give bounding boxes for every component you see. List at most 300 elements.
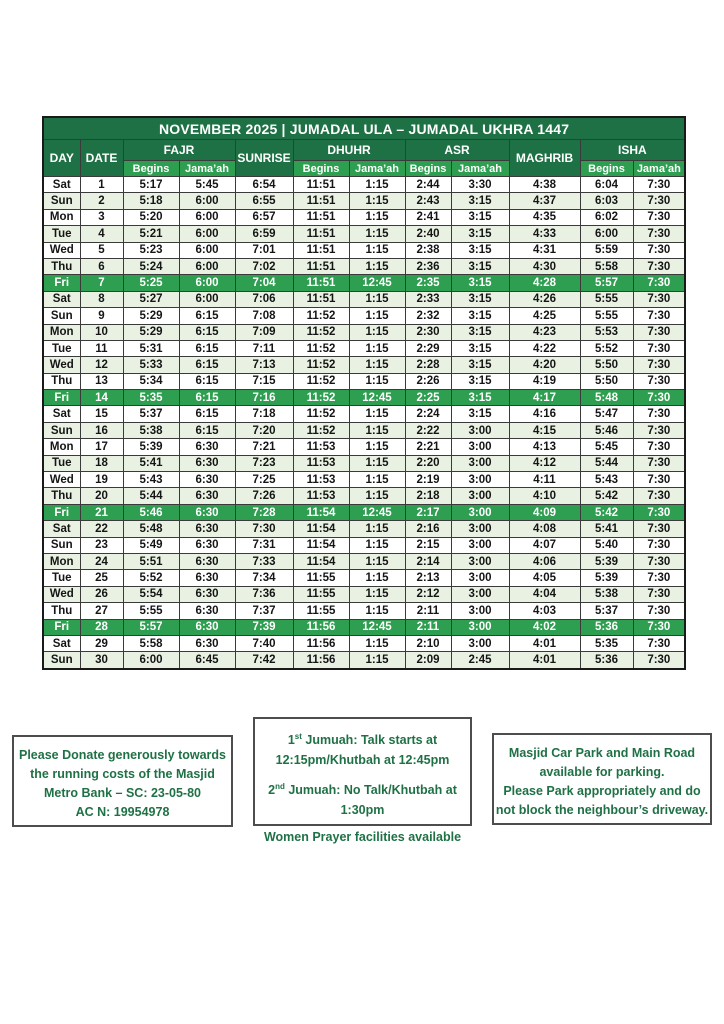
table-row (43, 652, 685, 669)
table-row (43, 390, 685, 406)
cell-isha-jamaah: 7:30 (633, 406, 685, 422)
cell-asr-begins: 2:14 (405, 553, 451, 569)
parking-line: not block the neighbour’s driveway. (495, 803, 709, 817)
cell-asr-begins: 2:11 (405, 619, 451, 635)
cell-dhuhr-jamaah: 1:15 (349, 324, 405, 340)
cell-fajr-jamaah: 6:15 (179, 373, 235, 389)
cell-asr-jamaah: 3:15 (451, 357, 509, 373)
cell-date: 4 (80, 226, 123, 242)
cell-asr-begins: 2:10 (405, 635, 451, 651)
cell-dhuhr-jamaah: 1:15 (349, 373, 405, 389)
cell-asr-begins: 2:12 (405, 586, 451, 602)
cell-sunrise: 7:25 (235, 472, 293, 488)
table-row (43, 472, 685, 488)
cell-isha-begins: 5:52 (580, 340, 633, 356)
cell-dhuhr-jamaah: 1:15 (349, 357, 405, 373)
cell-maghrib: 4:20 (509, 357, 580, 373)
cell-fajr-jamaah: 6:15 (179, 390, 235, 406)
cell-fajr-jamaah: 6:30 (179, 488, 235, 504)
cell-maghrib: 4:23 (509, 324, 580, 340)
cell-isha-jamaah: 7:30 (633, 455, 685, 471)
donation-line: AC N: 19954978 (75, 805, 170, 819)
cell-sunrise: 7:28 (235, 504, 293, 520)
cell-asr-jamaah: 3:00 (451, 521, 509, 537)
cell-day: Mon (43, 439, 80, 455)
cell-isha-begins: 5:41 (580, 521, 633, 537)
cell-fajr-begins: 5:31 (123, 340, 179, 356)
cell-day: Fri (43, 619, 80, 635)
cell-fajr-jamaah: 6:30 (179, 439, 235, 455)
cell-dhuhr-begins: 11:54 (293, 504, 349, 520)
cell-fajr-begins: 5:41 (123, 455, 179, 471)
cell-fajr-jamaah: 6:00 (179, 291, 235, 307)
cell-fajr-jamaah: 6:30 (179, 504, 235, 520)
cell-asr-jamaah: 3:15 (451, 242, 509, 258)
cell-fajr-jamaah: 6:15 (179, 340, 235, 356)
cell-asr-begins: 2:16 (405, 521, 451, 537)
first-jumuah-line2: 12:15pm/Khutbah at 12:45pm (275, 753, 450, 768)
cell-dhuhr-begins: 11:51 (293, 193, 349, 209)
cell-sunrise: 7:09 (235, 324, 293, 340)
cell-fajr-jamaah: 6:15 (179, 357, 235, 373)
cell-asr-begins: 2:33 (405, 291, 451, 307)
cell-sunrise: 6:55 (235, 193, 293, 209)
cell-sunrise: 7:18 (235, 406, 293, 422)
cell-fajr-begins: 5:37 (123, 406, 179, 422)
cell-isha-jamaah: 7:30 (633, 177, 685, 193)
cell-isha-jamaah: 7:30 (633, 422, 685, 438)
cell-asr-begins: 2:18 (405, 488, 451, 504)
table-row (43, 439, 685, 455)
prayer-timetable (42, 116, 686, 670)
cell-dhuhr-jamaah: 1:15 (349, 570, 405, 586)
cell-sunrise: 7:40 (235, 635, 293, 651)
cell-asr-begins: 2:25 (405, 390, 451, 406)
cell-maghrib: 4:33 (509, 226, 580, 242)
cell-maghrib: 4:07 (509, 537, 580, 553)
col-header-date: DATE (80, 140, 123, 177)
cell-sunrise: 7:42 (235, 652, 293, 669)
cell-date: 26 (80, 586, 123, 602)
cell-asr-begins: 2:29 (405, 340, 451, 356)
cell-maghrib: 4:15 (509, 422, 580, 438)
cell-date: 13 (80, 373, 123, 389)
table-row (43, 406, 685, 422)
cell-asr-begins: 2:40 (405, 226, 451, 242)
cell-sunrise: 7:39 (235, 619, 293, 635)
col-header-dhuhr: DHUHR (293, 140, 405, 161)
cell-sunrise: 7:15 (235, 373, 293, 389)
cell-asr-begins: 2:15 (405, 537, 451, 553)
cell-day: Tue (43, 226, 80, 242)
cell-date: 11 (80, 340, 123, 356)
cell-fajr-jamaah: 5:45 (179, 177, 235, 193)
cell-asr-jamaah: 3:00 (451, 603, 509, 619)
cell-maghrib: 4:05 (509, 570, 580, 586)
donation-line: Metro Bank – SC: 23-05-80 (43, 786, 201, 800)
cell-asr-begins: 2:44 (405, 177, 451, 193)
cell-asr-jamaah: 3:00 (451, 619, 509, 635)
cell-fajr-begins: 5:46 (123, 504, 179, 520)
cell-asr-begins: 2:26 (405, 373, 451, 389)
cell-dhuhr-jamaah: 1:15 (349, 439, 405, 455)
cell-isha-begins: 5:39 (580, 570, 633, 586)
cell-fajr-begins: 5:51 (123, 553, 179, 569)
cell-isha-begins: 5:36 (580, 652, 633, 669)
table-row (43, 242, 685, 258)
cell-day: Sun (43, 308, 80, 324)
col-header-day: DAY (43, 140, 80, 177)
cell-isha-jamaah: 7:30 (633, 504, 685, 520)
cell-asr-begins: 2:17 (405, 504, 451, 520)
col-header-asr: ASR (405, 140, 509, 161)
cell-fajr-jamaah: 6:30 (179, 586, 235, 602)
cell-asr-jamaah: 3:00 (451, 570, 509, 586)
cell-asr-begins: 2:09 (405, 652, 451, 669)
cell-asr-jamaah: 3:15 (451, 373, 509, 389)
cell-dhuhr-jamaah: 1:15 (349, 258, 405, 274)
cell-maghrib: 4:30 (509, 258, 580, 274)
cell-isha-begins: 5:59 (580, 242, 633, 258)
col-header-dhuhr-begins: Begins (293, 161, 349, 177)
cell-dhuhr-begins: 11:51 (293, 226, 349, 242)
cell-date: 3 (80, 209, 123, 225)
cell-fajr-jamaah: 6:00 (179, 193, 235, 209)
cell-isha-begins: 5:50 (580, 373, 633, 389)
cell-day: Sat (43, 521, 80, 537)
cell-fajr-jamaah: 6:30 (179, 521, 235, 537)
cell-asr-jamaah: 3:15 (451, 193, 509, 209)
parking-line: Please Park appropriately and do (503, 784, 701, 798)
cell-isha-jamaah: 7:30 (633, 553, 685, 569)
cell-dhuhr-jamaah: 1:15 (349, 537, 405, 553)
cell-maghrib: 4:03 (509, 603, 580, 619)
cell-isha-jamaah: 7:30 (633, 635, 685, 651)
cell-isha-begins: 5:42 (580, 488, 633, 504)
cell-maghrib: 4:38 (509, 177, 580, 193)
cell-isha-begins: 5:44 (580, 455, 633, 471)
cell-dhuhr-jamaah: 1:15 (349, 308, 405, 324)
cell-dhuhr-jamaah: 1:15 (349, 603, 405, 619)
cell-isha-begins: 5:40 (580, 537, 633, 553)
cell-asr-jamaah: 3:00 (451, 537, 509, 553)
cell-isha-jamaah: 7:30 (633, 390, 685, 406)
cell-date: 9 (80, 308, 123, 324)
cell-day: Sun (43, 422, 80, 438)
cell-asr-jamaah: 3:00 (451, 635, 509, 651)
col-header-isha: ISHA (580, 140, 685, 161)
table-row (43, 422, 685, 438)
cell-date: 6 (80, 258, 123, 274)
second-jumuah-line2: 1:30pm (340, 803, 385, 818)
cell-fajr-jamaah: 6:00 (179, 209, 235, 225)
cell-maghrib: 4:35 (509, 209, 580, 225)
cell-fajr-begins: 5:54 (123, 586, 179, 602)
table-row (43, 586, 685, 602)
cell-fajr-begins: 5:23 (123, 242, 179, 258)
cell-dhuhr-begins: 11:56 (293, 635, 349, 651)
cell-sunrise: 7:21 (235, 439, 293, 455)
cell-isha-jamaah: 7:30 (633, 291, 685, 307)
cell-isha-begins: 6:03 (580, 193, 633, 209)
cell-isha-begins: 5:46 (580, 422, 633, 438)
cell-maghrib: 4:12 (509, 455, 580, 471)
cell-dhuhr-jamaah: 12:45 (349, 390, 405, 406)
cell-dhuhr-begins: 11:51 (293, 177, 349, 193)
cell-isha-begins: 5:58 (580, 258, 633, 274)
cell-dhuhr-begins: 11:53 (293, 488, 349, 504)
cell-date: 17 (80, 439, 123, 455)
cell-dhuhr-jamaah: 1:15 (349, 193, 405, 209)
cell-isha-jamaah: 7:30 (633, 652, 685, 669)
cell-maghrib: 4:10 (509, 488, 580, 504)
cell-dhuhr-begins: 11:52 (293, 357, 349, 373)
cell-fajr-begins: 5:55 (123, 603, 179, 619)
table-row (43, 177, 685, 193)
cell-fajr-begins: 5:29 (123, 324, 179, 340)
cell-day: Sat (43, 406, 80, 422)
cell-day: Thu (43, 258, 80, 274)
cell-dhuhr-jamaah: 1:15 (349, 209, 405, 225)
table-row (43, 488, 685, 504)
parking-line: available for parking. (539, 765, 665, 779)
second-jumuah-note (255, 777, 470, 820)
cell-isha-begins: 5:47 (580, 406, 633, 422)
cell-sunrise: 7:34 (235, 570, 293, 586)
cell-day: Mon (43, 324, 80, 340)
cell-sunrise: 7:01 (235, 242, 293, 258)
cell-day: Wed (43, 586, 80, 602)
cell-date: 16 (80, 422, 123, 438)
cell-fajr-jamaah: 6:30 (179, 619, 235, 635)
cell-sunrise: 6:59 (235, 226, 293, 242)
cell-fajr-begins: 6:00 (123, 652, 179, 669)
cell-date: 8 (80, 291, 123, 307)
cell-sunrise: 7:23 (235, 455, 293, 471)
cell-fajr-begins: 5:18 (123, 193, 179, 209)
cell-fajr-jamaah: 6:15 (179, 422, 235, 438)
cell-sunrise: 6:57 (235, 209, 293, 225)
women-facilities-note: Women Prayer facilities available (263, 830, 462, 845)
cell-dhuhr-begins: 11:56 (293, 619, 349, 635)
table-group-header-row (43, 140, 685, 161)
cell-asr-begins: 2:35 (405, 275, 451, 291)
cell-dhuhr-jamaah: 12:45 (349, 619, 405, 635)
cell-dhuhr-begins: 11:54 (293, 521, 349, 537)
cell-day: Thu (43, 488, 80, 504)
cell-isha-begins: 5:43 (580, 472, 633, 488)
cell-maghrib: 4:01 (509, 635, 580, 651)
cell-dhuhr-begins: 11:52 (293, 422, 349, 438)
cell-asr-jamaah: 3:15 (451, 340, 509, 356)
cell-fajr-begins: 5:57 (123, 619, 179, 635)
cell-sunrise: 7:37 (235, 603, 293, 619)
cell-sunrise: 6:54 (235, 177, 293, 193)
cell-isha-begins: 5:39 (580, 553, 633, 569)
cell-isha-jamaah: 7:30 (633, 275, 685, 291)
cell-dhuhr-begins: 11:51 (293, 258, 349, 274)
cell-isha-jamaah: 7:30 (633, 308, 685, 324)
ordinal-suffix: nd (275, 782, 285, 792)
table-row (43, 275, 685, 291)
table-row (43, 619, 685, 635)
cell-maghrib: 4:28 (509, 275, 580, 291)
cell-fajr-jamaah: 6:00 (179, 275, 235, 291)
cell-date: 1 (80, 177, 123, 193)
cell-fajr-jamaah: 6:15 (179, 308, 235, 324)
cell-maghrib: 4:19 (509, 373, 580, 389)
cell-sunrise: 7:26 (235, 488, 293, 504)
cell-isha-jamaah: 7:30 (633, 619, 685, 635)
cell-day: Thu (43, 603, 80, 619)
cell-fajr-jamaah: 6:30 (179, 455, 235, 471)
cell-date: 22 (80, 521, 123, 537)
col-header-maghrib: MAGHRIB (509, 140, 580, 177)
cell-isha-begins: 5:55 (580, 308, 633, 324)
donation-line: the running costs of the Masjid (30, 767, 215, 781)
cell-day: Mon (43, 209, 80, 225)
cell-isha-jamaah: 7:30 (633, 472, 685, 488)
cell-isha-begins: 5:45 (580, 439, 633, 455)
cell-date: 14 (80, 390, 123, 406)
cell-dhuhr-jamaah: 1:15 (349, 586, 405, 602)
table-row (43, 340, 685, 356)
cell-isha-begins: 5:53 (580, 324, 633, 340)
table-row (43, 324, 685, 340)
cell-dhuhr-jamaah: 1:15 (349, 652, 405, 669)
cell-fajr-begins: 5:52 (123, 570, 179, 586)
table-row (43, 258, 685, 274)
cell-day: Wed (43, 357, 80, 373)
cell-asr-begins: 2:22 (405, 422, 451, 438)
cell-asr-begins: 2:20 (405, 455, 451, 471)
cell-date: 15 (80, 406, 123, 422)
table-row (43, 521, 685, 537)
cell-day: Thu (43, 373, 80, 389)
cell-dhuhr-begins: 11:53 (293, 455, 349, 471)
col-header-isha-jamaah: Jama’ah (633, 161, 685, 177)
table-row (43, 603, 685, 619)
cell-isha-begins: 5:38 (580, 586, 633, 602)
ordinal-suffix: st (294, 732, 302, 741)
cell-dhuhr-jamaah: 1:15 (349, 177, 405, 193)
cell-isha-begins: 5:57 (580, 275, 633, 291)
cell-fajr-jamaah: 6:45 (179, 652, 235, 669)
cell-fajr-jamaah: 6:00 (179, 242, 235, 258)
cell-isha-jamaah: 7:30 (633, 324, 685, 340)
col-header-isha-begins: Begins (580, 161, 633, 177)
cell-isha-begins: 5:48 (580, 390, 633, 406)
cell-maghrib: 4:11 (509, 472, 580, 488)
cell-sunrise: 7:20 (235, 422, 293, 438)
cell-dhuhr-begins: 11:51 (293, 242, 349, 258)
cell-asr-jamaah: 3:00 (451, 553, 509, 569)
cell-fajr-jamaah: 6:30 (179, 537, 235, 553)
cell-isha-jamaah: 7:30 (633, 570, 685, 586)
cell-isha-jamaah: 7:30 (633, 242, 685, 258)
cell-maghrib: 4:26 (509, 291, 580, 307)
jumuah-note-box (253, 717, 472, 845)
cell-maghrib: 4:13 (509, 439, 580, 455)
cell-asr-jamaah: 3:00 (451, 472, 509, 488)
cell-isha-jamaah: 7:30 (633, 357, 685, 373)
cell-asr-jamaah: 3:00 (451, 488, 509, 504)
table-row (43, 537, 685, 553)
cell-isha-jamaah: 7:30 (633, 209, 685, 225)
cell-date: 21 (80, 504, 123, 520)
parking-note-box (492, 733, 712, 825)
cell-date: 19 (80, 472, 123, 488)
cell-sunrise: 7:02 (235, 258, 293, 274)
cell-dhuhr-jamaah: 1:15 (349, 553, 405, 569)
cell-dhuhr-begins: 11:52 (293, 406, 349, 422)
cell-sunrise: 7:04 (235, 275, 293, 291)
col-header-dhuhr-jamaah: Jama’ah (349, 161, 405, 177)
cell-fajr-jamaah: 6:00 (179, 258, 235, 274)
cell-maghrib: 4:16 (509, 406, 580, 422)
cell-maghrib: 4:17 (509, 390, 580, 406)
cell-isha-begins: 5:35 (580, 635, 633, 651)
cell-fajr-begins: 5:20 (123, 209, 179, 225)
cell-day: Tue (43, 455, 80, 471)
cell-sunrise: 7:30 (235, 521, 293, 537)
cell-isha-begins: 5:50 (580, 357, 633, 373)
cell-day: Wed (43, 242, 80, 258)
cell-day: Fri (43, 390, 80, 406)
cell-fajr-begins: 5:48 (123, 521, 179, 537)
col-header-asr-begins: Begins (405, 161, 451, 177)
cell-dhuhr-jamaah: 1:15 (349, 406, 405, 422)
cell-isha-jamaah: 7:30 (633, 537, 685, 553)
cell-asr-jamaah: 3:15 (451, 324, 509, 340)
cell-day: Sun (43, 537, 80, 553)
cell-dhuhr-jamaah: 1:15 (349, 226, 405, 242)
table-sub-header-row (43, 161, 685, 177)
cell-dhuhr-begins: 11:54 (293, 553, 349, 569)
cell-day: Sat (43, 291, 80, 307)
cell-date: 20 (80, 488, 123, 504)
cell-fajr-begins: 5:25 (123, 275, 179, 291)
first-jumuah-line1: 1st Jumuah: Talk starts at (287, 732, 438, 748)
cell-dhuhr-jamaah: 1:15 (349, 488, 405, 504)
cell-dhuhr-begins: 11:53 (293, 472, 349, 488)
cell-isha-jamaah: 7:30 (633, 258, 685, 274)
cell-fajr-begins: 5:24 (123, 258, 179, 274)
cell-dhuhr-begins: 11:52 (293, 308, 349, 324)
cell-isha-jamaah: 7:30 (633, 340, 685, 356)
cell-date: 10 (80, 324, 123, 340)
cell-maghrib: 4:02 (509, 619, 580, 635)
cell-dhuhr-begins: 11:54 (293, 537, 349, 553)
cell-dhuhr-jamaah: 1:15 (349, 521, 405, 537)
cell-isha-jamaah: 7:30 (633, 373, 685, 389)
cell-asr-begins: 2:11 (405, 603, 451, 619)
cell-fajr-jamaah: 6:30 (179, 603, 235, 619)
cell-fajr-jamaah: 6:15 (179, 324, 235, 340)
second-jumuah-line1: 2nd Jumuah: No Talk/Khutbah at (268, 782, 457, 798)
cell-fajr-begins: 5:44 (123, 488, 179, 504)
cell-dhuhr-begins: 11:51 (293, 209, 349, 225)
cell-asr-jamaah: 3:00 (451, 439, 509, 455)
cell-date: 29 (80, 635, 123, 651)
cell-fajr-begins: 5:43 (123, 472, 179, 488)
cell-date: 25 (80, 570, 123, 586)
cell-dhuhr-jamaah: 12:45 (349, 504, 405, 520)
cell-maghrib: 4:31 (509, 242, 580, 258)
cell-asr-jamaah: 3:30 (451, 177, 509, 193)
cell-date: 23 (80, 537, 123, 553)
table-row (43, 635, 685, 651)
